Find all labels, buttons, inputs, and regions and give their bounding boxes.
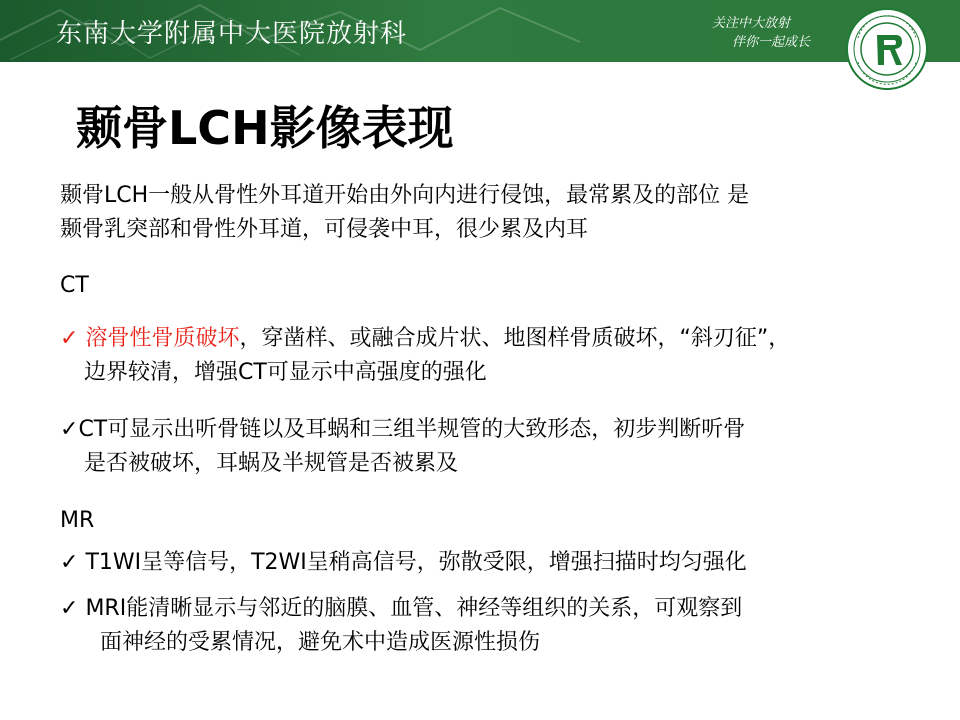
slogan-line-2: 伴你一起成长 [732,35,811,50]
header-banner [0,0,960,62]
mr-heading: MR [60,508,95,533]
slogan [712,14,810,52]
check-icon: ✓ [60,550,79,575]
slide-title: 颞骨LCH影像表现 [76,101,454,155]
ct-item-2-line-2: 是否被破坏，耳蜗及半规管是否被累及 [84,451,459,476]
ct-item-1 [60,322,790,390]
mr-item-1-text: T1WI呈等信号，T2WI呈稍高信号，弥散受限，增强扫描时均匀强化 [85,550,747,575]
mr-item-2 [60,592,742,660]
ct-heading: CT [60,273,89,298]
intro-paragraph [60,179,749,247]
ct-item-2 [60,413,745,481]
ct-item-1-line-2: 边界较清，增强CT可显示中高强度的强化 [84,360,487,385]
slogan-line-1: 关注中大放射 [712,16,791,31]
institution-name: 东南大学附属中大医院放射科 [56,19,408,49]
ct-item-1-line-1 [60,322,790,356]
check-icon: ✓ [60,596,79,621]
mr-item-2-line-1 [60,592,742,626]
mr-item-2-line-2: 面神经的受累情况，避免术中造成医源性损伤 [100,630,541,655]
mr-item-1 [60,546,747,580]
hospital-radiology-logo-icon [846,8,928,90]
check-icon: ✓ [60,326,79,351]
intro-line-1: 颞骨LCH一般从骨性外耳道开始由外向内进行侵蚀，最常累及的部位 是 [60,183,750,208]
mr-item-1-line-1 [60,546,747,580]
ct-item-1-text: ，穿凿样、或融合成片状、地图样骨质破坏，“斜刃征”， [239,326,791,351]
mr-item-2-text: MRI能清晰显示与邻近的脑膜、血管、神经等组织的关系，可观察到 [85,596,743,621]
ct-item-2-line-1 [60,413,745,447]
check-icon: ✓ [60,417,79,442]
ct-item-2-text: CT可显示出听骨链以及耳蜗和三组半规管的大致形态，初步判断听骨 [78,417,746,442]
intro-line-2: 颞骨乳突部和骨性外耳道，可侵袭中耳，很少累及内耳 [60,217,589,242]
highlight-text: 溶骨性骨质破坏 [85,326,240,351]
